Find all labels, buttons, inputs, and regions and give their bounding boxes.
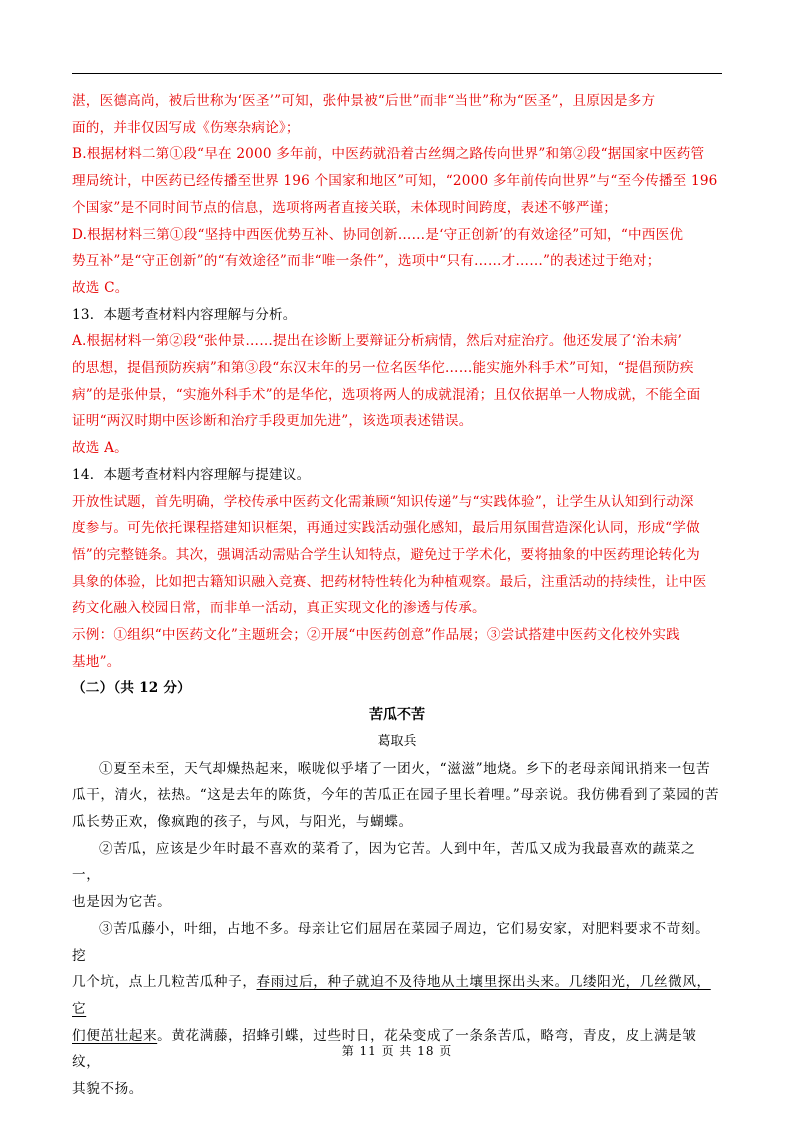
q14-analysis: 具象的体验，比如把古籍知识融入竞赛、把药材特性转化为种植观察。最后，注重活动的持续性，让中医 [72,573,707,590]
section-heading: （二）（共 12 分） [72,680,191,697]
article-paragraph-3: ③苦瓜藤小，叶细，占地不多。母亲让它们屈居在菜园子周边，它们易安家，对肥料要求不苛刻。挖 [72,920,710,964]
article-paragraph-1: 瓜长势正欢，像疯跑的孩子，与风，与阳光，与蝴蝶。 [72,813,413,830]
answer-conclusion: 故选 C。 [72,279,129,296]
paragraph-text: 。黄花满藤，招蜂引蝶，过些时日，花朵变成了一条条苦瓜，略弯，青皮，皮上满是皱纹， [72,1027,697,1071]
paragraph-text: 几个坑，点上几粒苦瓜种子， [72,974,257,991]
article-author: 葛取兵 [377,733,417,749]
q14-analysis: 开放性试题，首先明确，学校传承中医药文化需兼顾“知识传递”与“实践体验”，让学生从认知到行动深 [72,493,694,510]
underlined-sentence: 春雨过后，种子就迫不及待地从土壤里探出头来。几缕阳光，几丝微风，它 [72,974,711,1017]
q13-conclusion: 故选 A。 [72,440,128,457]
analysis-line: 湛，医德高尚，被后世称为‘医圣’”可知，张仲景被“后世”而非“当世”称为“医圣”，且原因是多方 [72,93,656,109]
q13-analysis: A.根据材料一第②段“张仲景……提出在诊断上要辩证分析病情，然后对症治疗。他还发展了‘治未病’ [72,333,683,350]
option-b-analysis: 个国家”是不同时间节点的信息，选项将两者直接关联，未体现时间跨度，表述不够严谨； [72,199,618,216]
q14-analysis: 度参与。可先依托课程搭建知识框架，再通过实践活动强化感知，最后用氛围营造深化认同，形成“学做 [72,520,700,537]
q14-heading: 14．本题考查材料内容理解与提建议。 [72,466,311,483]
article-paragraph-2: ②苦瓜，应该是少年时最不喜欢的菜肴了，因为它苦。人到中年，苦瓜又成为我最喜欢的蔬菜之一， [72,840,696,884]
page-footer: 第 11 页 共 18 页 [341,1044,453,1058]
article-paragraph-2: 也是因为它苦。 [72,894,172,911]
q13-analysis: 病”的是张仲景，“实施外科手术”的是华佗，选项将两人的成就混淆；且仅依据单一人物成就，不能全面 [72,386,701,403]
page-content [72,88,722,1103]
q13-analysis: 的思想，提倡预防疾病”和第③段“东汉末年的另一位名医华佗……能实施外科手术”可知，“提倡预防疾 [72,360,694,377]
option-b-analysis: B.根据材料二第①段“早在 2000 多年前，中医药就沿着古丝绸之路传向世界”和第②段“据国家中医药管 [72,146,705,163]
q13-analysis: 证明“两汉时期中医诊断和治疗手段更加先进”，该选项表述错误。 [72,413,473,430]
article-paragraph-1: ①夏至未至，天气却燥热起来，喉咙似乎堵了一团火，“滋滋”地烧。乡下的老母亲闻讯捎来一包苦 [99,760,711,777]
q14-analysis: 悟”的完整链条。其次，强调活动需贴合学生认知特点，避免过于学术化，要将抽象的中医药理论转化为 [72,546,700,563]
option-d-analysis: D.根据材料三第①段“坚持中西医优势互补、协同创新……是‘守正创新’的有效途径”可知，“中西医优 [72,226,684,243]
article-title: 苦瓜不苦 [369,707,425,724]
option-b-analysis: 理局统计，中医药已经传播至世界 196 个国家和地区”可知，“2000 多年前传向世界”与“至今传播至 196 [72,173,718,190]
underlined-sentence: 们便茁壮起来 [72,1027,158,1044]
article-paragraph-1: 瓜干，清火，祛热。“这是去年的陈货，今年的苦瓜正在园子里长着哩。”母亲说。我仿佛看到了菜园的苦 [72,787,720,804]
article-paragraph-3 [72,969,722,1022]
article-paragraph-3: 其貌不扬。 [72,1081,143,1098]
q14-example: 示例：①组织“中医药文化”主题班会；②开展“中医药创意”作品展；③尝试搭建中医药文化校外实践 [72,627,680,644]
q13-heading: 13．本题考查材料内容理解与分析。 [72,306,297,323]
header-rule [72,73,722,74]
analysis-line: 面的，并非仅因写成《伤寒杂病论》； [72,119,300,136]
q14-example: 基地”。 [72,653,121,670]
q14-analysis: 药文化融入校园日常，而非单一活动，真正实现文化的渗透与传承。 [72,600,486,617]
option-d-analysis: 势互补”是“守正创新”的“有效途径”而非“唯一条件”，选项中“只有……才……”的表述过于绝对； [72,253,661,270]
